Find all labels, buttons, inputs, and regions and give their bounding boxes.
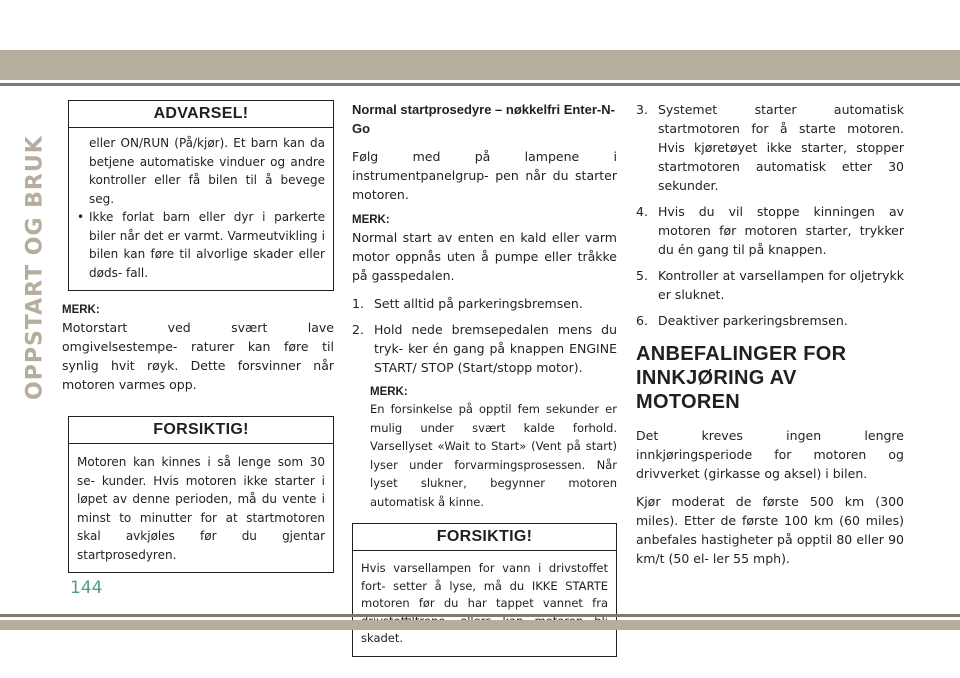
side-section-title-text: OPPSTART OG BRUK (22, 135, 48, 400)
list-item (352, 320, 617, 377)
list-item (352, 294, 617, 313)
caution-text: Hvis varsellampen for vann i drivstoffet fort- setter å lyse, må du IKKE STARTE motoren før du har tappet vannet fra skadet. (361, 561, 608, 645)
paragraph-1: Det kreves ingen lengre innkjøringsperiode for motoren og drivverket (girkasse og aksel) i bilen. (636, 428, 904, 481)
list-number: 1. (352, 296, 364, 311)
list-text: Systemet starter automatisk startmotoren for å starte motoren. Hvis kjøretøyet ikke starter, stopper startmotoren automatisk etter 30 sekunder. (658, 102, 904, 193)
list-number: 6. (636, 313, 648, 328)
note-text: Motorstart ved svært lave omgivelsestempe- raturer kan føre til synlig hvit røyk. Dette forsvinner når motoren varmes opp. (62, 320, 334, 392)
note-label: MERK: (62, 304, 100, 316)
note-text: Normal start av enten en kald eller varm motor oppnås uten å pumpe eller tråkke på gasspedalen. (352, 230, 617, 283)
list-item (636, 100, 904, 195)
warning-continued-text: eller ON/RUN (På/kjør). Et barn kan da betjene automatiske vinduer og andre kontroller eller få bilen til å bevege seg. (89, 136, 325, 206)
caution-box (68, 416, 334, 573)
subheading: Normal startprosedyre – nøkkelfri Enter-N-Go (352, 102, 615, 136)
list-text: Hold nede bremsepedalen mens du tryk- ker én gang på knappen ENGINE START/ STOP (Start/stopp motor). (374, 322, 617, 375)
column-2 (352, 100, 617, 657)
bullet-icon: • (77, 210, 85, 224)
page-number: 144 (70, 578, 103, 598)
header-rule (0, 83, 960, 86)
header-band (0, 50, 960, 80)
inner-note-text: En forsinkelse på opptil fem sekunder er mulig under svært kalde forhold. Varsellyset «Wait to Start» (Vent på start) lyser under forvarmingsprosessen. Når lyset slukner, begynner motoren automatisk å kinne. (370, 402, 617, 509)
list-text: Sett alltid på parkeringsbremsen. (374, 296, 583, 311)
warning-box (68, 100, 334, 291)
inner-note-label: MERK: (370, 386, 408, 398)
warning-bullet-text: Ikke forlat barn eller dyr i parkerte biler når det er varmt. Varmeutvikling i bilen kan føre til alvorlige skader eller døds- fall. (89, 210, 325, 280)
caution-heading: FORSIKTIG! (353, 524, 616, 551)
footer-rule (0, 614, 960, 617)
list-text: Deaktiver parkeringsbremsen. (658, 313, 848, 328)
list-number: 2. (352, 322, 364, 337)
section-title: ANBEFALINGER FOR INNKJØRING AV MOTOREN (636, 343, 847, 413)
list-text: Kontroller at varsellampen for oljetrykk er sluknet. (658, 268, 904, 302)
column-3 (636, 100, 904, 577)
list-number: 5. (636, 268, 648, 283)
list-number: 3. (636, 102, 648, 117)
list-text: Hvis du vil stoppe kinningen av motoren før motoren starter, trykker du én gang til på knappen. (658, 204, 904, 257)
warning-bullet (77, 208, 325, 282)
list-item (636, 266, 904, 304)
note-label: MERK: (352, 214, 390, 226)
list-item (636, 311, 904, 330)
list-number: 4. (636, 204, 648, 219)
intro-text: Følg med på lampene i instrumentpanelgrup- pen når du starter motoren. (352, 149, 617, 202)
footer-band (0, 620, 960, 630)
caution-heading: FORSIKTIG! (69, 417, 333, 444)
list-item (636, 202, 904, 259)
column-1 (62, 100, 334, 573)
warning-heading: ADVARSEL! (69, 101, 333, 128)
caution-text: Motoren kan kinnes i så lenge som 30 se- kunder. Hvis motoren ikke starter i løpet av denne perioden, må du vente i minst to minutter for at startmotoren skal avkjøles før du gjentar startprosedyren. (77, 455, 325, 562)
warning-body (69, 128, 333, 290)
paragraph-2: Kjør moderat de første 500 km (300 miles). Etter de første 100 km (60 miles) anbefales hastigheter på opptil 80 eller 90 km/t (50 el- ler 55 mph). (636, 494, 904, 566)
inner-note (352, 385, 617, 511)
caution-box (352, 523, 617, 657)
